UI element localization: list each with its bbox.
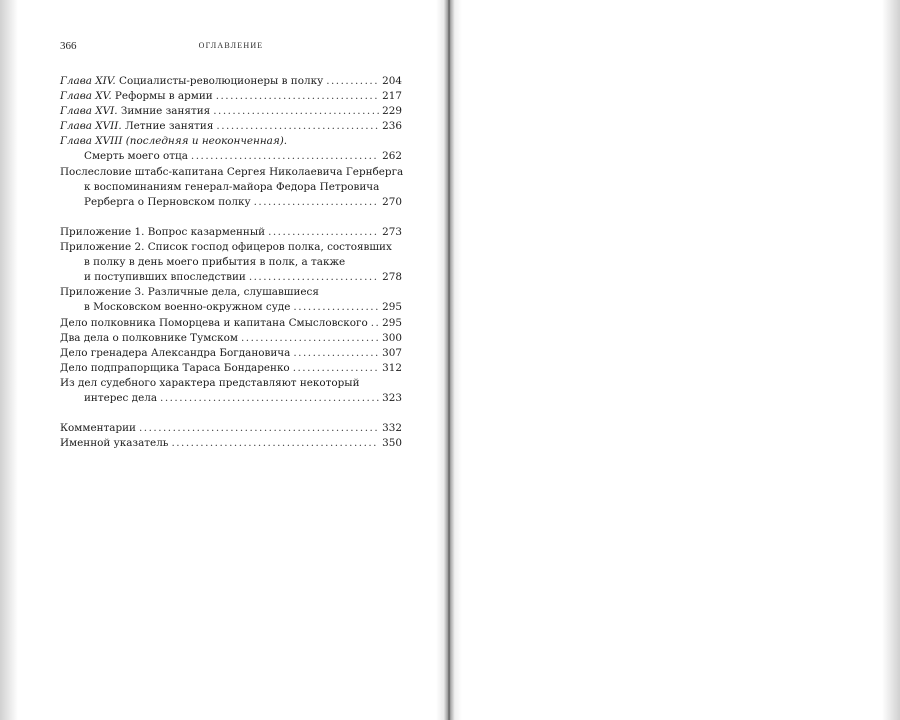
entry-title: Смерть моего отца xyxy=(84,150,188,163)
toc-entry xyxy=(60,119,402,134)
entry-title: Дело полковника Поморцева и капитана Смысловского xyxy=(60,316,368,329)
toc-entry xyxy=(60,240,402,255)
entry-title: Приложение 1. Вопрос казарменный xyxy=(60,225,266,238)
toc-entry xyxy=(60,225,402,240)
entry-title: Реформы в армии xyxy=(111,90,213,103)
dot-leader xyxy=(241,331,379,346)
running-head: ОГЛАВЛЕНИЕ xyxy=(198,41,264,50)
entry-title: интерес дела xyxy=(84,391,158,404)
dot-leader xyxy=(293,361,379,376)
toc-entry xyxy=(60,331,402,346)
dot-leader xyxy=(268,225,379,240)
entry-title: и поступивших впоследствии xyxy=(84,271,246,284)
entry-page: 332 xyxy=(382,422,402,435)
dot-leader xyxy=(139,421,379,436)
entry-title: Дело подпрапорщика Тараса Бондаренко xyxy=(60,361,290,374)
dot-leader xyxy=(326,74,379,89)
entry-page: 270 xyxy=(382,195,402,208)
entry-title: Из дел судебного характера представляют некоторый xyxy=(60,376,360,389)
chapter-label: Глава XVIII (последняя и неоконченная). xyxy=(60,135,288,148)
chapter-label: Глава XV. xyxy=(60,90,112,103)
toc-entry xyxy=(60,165,402,180)
left-page xyxy=(0,0,446,720)
dot-leader xyxy=(191,149,379,164)
page-number: 366 xyxy=(60,40,77,52)
entry-page: 350 xyxy=(382,437,402,450)
dot-leader xyxy=(213,104,379,119)
toc-entry xyxy=(60,346,402,361)
toc-entry xyxy=(60,285,402,300)
entry-page: 295 xyxy=(382,301,402,314)
entry-page: 278 xyxy=(382,271,402,284)
dot-leader xyxy=(216,89,379,104)
entry-page: 204 xyxy=(382,75,402,87)
toc-entry xyxy=(60,255,402,270)
entry-title: Летние занятия xyxy=(121,120,214,133)
toc-entry xyxy=(60,391,402,406)
entry-page: 323 xyxy=(382,391,402,404)
toc-entry xyxy=(60,180,402,195)
entry-page: 236 xyxy=(382,120,402,133)
entry-title: Приложение 3. Различные дела, слушавшиеся xyxy=(60,286,319,299)
entry-title: Приложение 2. Список господ офицеров полка, состоявших xyxy=(60,241,392,254)
entry-title: в полку в день моего прибытия в полк, а также xyxy=(84,256,346,269)
dot-leader xyxy=(371,316,379,331)
toc-entry xyxy=(60,316,402,331)
toc-entry xyxy=(60,436,402,451)
entry-title: в Московском военно-окружном суде xyxy=(84,301,291,314)
entry-page: 312 xyxy=(382,361,402,374)
toc-entry xyxy=(60,89,402,104)
toc-entry xyxy=(60,270,402,285)
entry-page: 307 xyxy=(382,346,402,359)
toc-entry xyxy=(60,104,402,119)
entry-page: 295 xyxy=(382,316,402,329)
page-edge-shadow xyxy=(882,0,900,720)
dot-leader xyxy=(293,300,379,315)
entry-title: Два дела о полковнике Тумском xyxy=(60,331,238,344)
dot-leader xyxy=(254,195,380,210)
toc-entry xyxy=(60,149,402,164)
entry-page: 273 xyxy=(382,225,402,238)
chapter-label: Глава XIV. xyxy=(60,75,116,87)
chapter-label: Глава XVII. xyxy=(60,120,122,133)
toc-entry xyxy=(60,421,402,436)
entry-page: 262 xyxy=(382,150,402,163)
entry-title: Именной указатель xyxy=(60,437,169,450)
right-page xyxy=(452,0,900,720)
toc-entry xyxy=(60,74,402,89)
toc-entry xyxy=(60,300,402,315)
toc-entry xyxy=(60,195,402,210)
entry-page: 300 xyxy=(382,331,402,344)
toc-entry xyxy=(60,361,402,376)
entry-title: Рерберга о Перновском полку xyxy=(84,195,251,208)
dot-leader xyxy=(249,270,379,285)
entry-title: Зимние занятия xyxy=(117,105,211,118)
entry-title: Послесловие штабс-капитана Сергея Николаевича Гернберга xyxy=(60,165,404,178)
toc-entry xyxy=(60,134,402,149)
chapter-label: Глава XVI. xyxy=(60,105,118,118)
entry-title: Дело гренадера Александра Богдановича xyxy=(60,346,291,359)
dot-leader xyxy=(160,391,379,406)
page-edge-shadow xyxy=(0,0,18,720)
entry-title: к воспоминаниям генерал-майора Федора Петровича xyxy=(84,180,380,193)
toc-entry xyxy=(60,376,402,391)
entry-page: 229 xyxy=(382,105,402,118)
entry-title: Комментарии xyxy=(60,422,136,435)
table-of-contents xyxy=(60,74,402,451)
dot-leader xyxy=(216,119,379,134)
entry-page: 217 xyxy=(382,90,402,103)
book-gutter-shadow xyxy=(436,0,462,720)
page-header xyxy=(60,40,402,54)
dot-leader xyxy=(293,346,379,361)
entry-title: Социалисты-революционеры в полку xyxy=(115,75,324,87)
dot-leader xyxy=(171,436,379,451)
